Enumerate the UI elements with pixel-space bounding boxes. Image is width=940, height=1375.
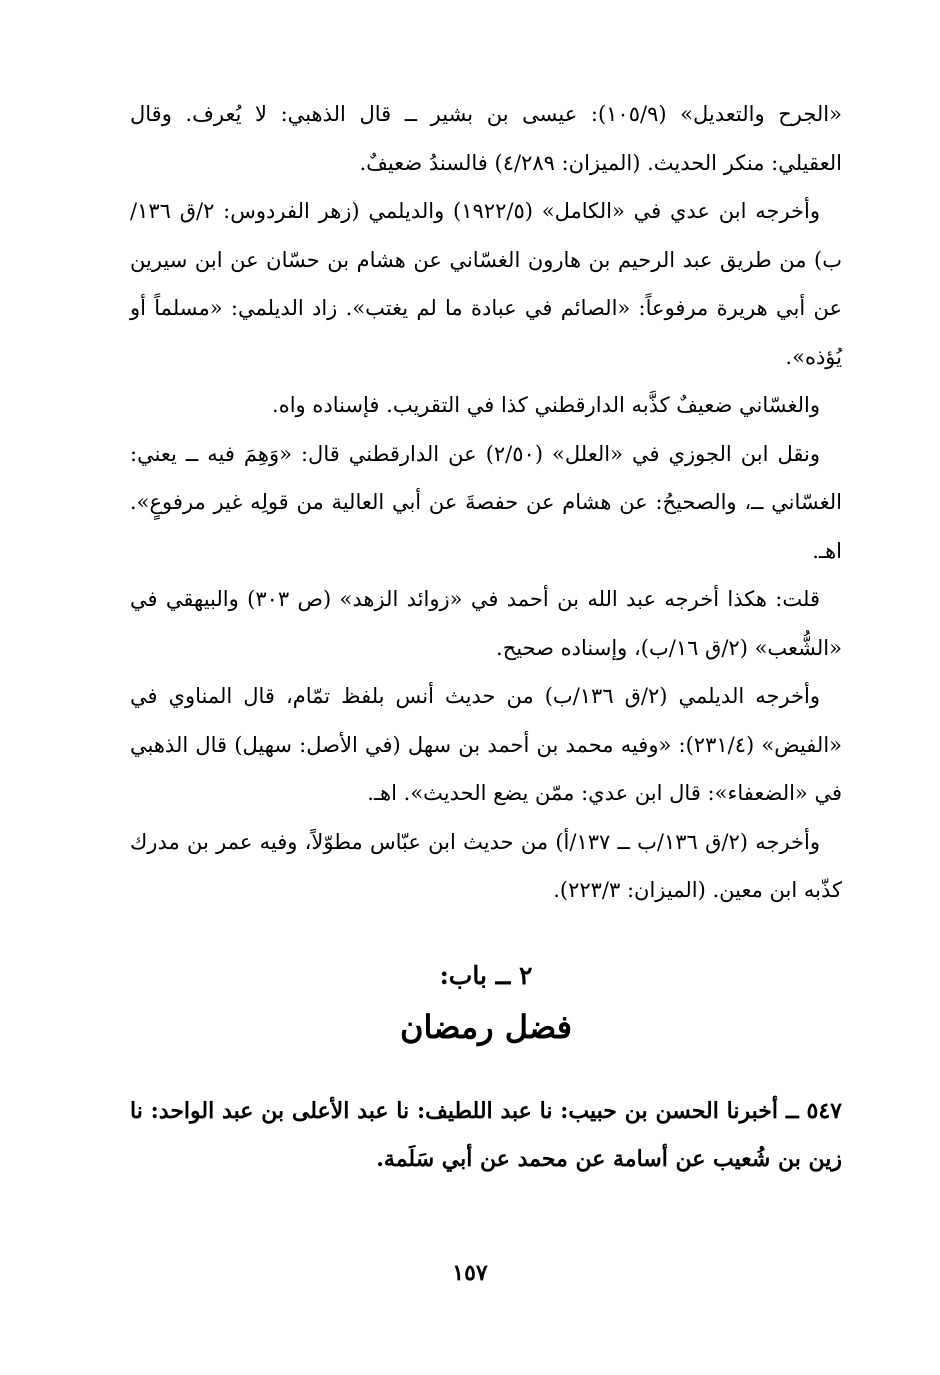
footnote-paragraph-2: وأخرجه ابن عدي في «الكامل» (١٩٢٢/٥) والديلمي (زهر الفردوس: ٢/ق ١٣٦/ب) من طريق عبد الرحيم بن هارون الغسّاني عن هشام بن حسّان عن ابن سيرين عن أبي هريرة مرفوعاً: «الصائم في عبادة ما لم يغتب». زاد الديلمي: «مسلماً أو يُؤذه». [130, 199, 842, 369]
chapter-title: فضل رمضان [399, 1007, 572, 1046]
chapter-number: ٢ ــ باب: [439, 960, 533, 990]
footnote-paragraph-4: ونقل ابن الجوزي في «العلل» (٢/٥٠) عن الدارقطني قال: «وَهِمَ فيه ــ يعني: الغسّاني ــ، والصحيحُ: عن هشام عن حفصةَ عن أبي العالية من قولِه غير مرفوعٍ». اهـ. [130, 441, 842, 563]
page-number: ١٥٧ [452, 1260, 488, 1286]
footnote-paragraph-7: وأخرجه (٢/ق ١٣٦/ب ــ ١٣٧/أ) من حديث ابن عبّاس مطوّلاً، وفيه عمر بن مدرك كذّبه ابن معين. (الميزان: ٢٢٣/٣). [130, 829, 842, 902]
footnote-paragraph-6: وأخرجه الديلمي (٢/ق ١٣٦/ب) من حديث أنس بلفظ تمّام، قال المناوي في «الفيض» (٢٣١/٤): «وفيه محمد بن أحمد بن سهل (في الأصل: سهيل) قال الذهبي في «الضعفاء»: قال ابن عدي: ممّن يضع الحديث». اهـ. [130, 684, 843, 805]
chapter-heading [130, 951, 842, 1053]
footnote-paragraph-1: «الجرح والتعديل» (١٠٥/٩): عيسى بن بشير ــ قال الذهبي: لا يُعرف. وقال العقيلي: منكر الحديث. (الميزان: ٤/٢٨٩) فالسندُ ضعيفٌ. [130, 102, 842, 175]
page-body [130, 90, 842, 1340]
footnote-paragraph-5: قلت: هكذا أخرجه عبد الله بن أحمد في «زوائد الزهد» (ص ٣٠٣) والبيهقي في «الشُّعب» (٢/ق ١٦/ب)، وإسناده صحيح. [130, 587, 842, 660]
footnote-paragraph-3: والغسّاني ضعيفٌ كذَّبه الدارقطني كذا في التقريب. فإسناده واه. [272, 393, 820, 417]
hadith-text: ٥٤٧ ــ أخبرنا الحسن بن حبيب: نا عبد اللطيف: نا عبد الأعلى بن عبد الواحد: نا زين بن شُعيب عن أسامة عن محمد عن أبي سَلَمة. [130, 1097, 842, 1172]
